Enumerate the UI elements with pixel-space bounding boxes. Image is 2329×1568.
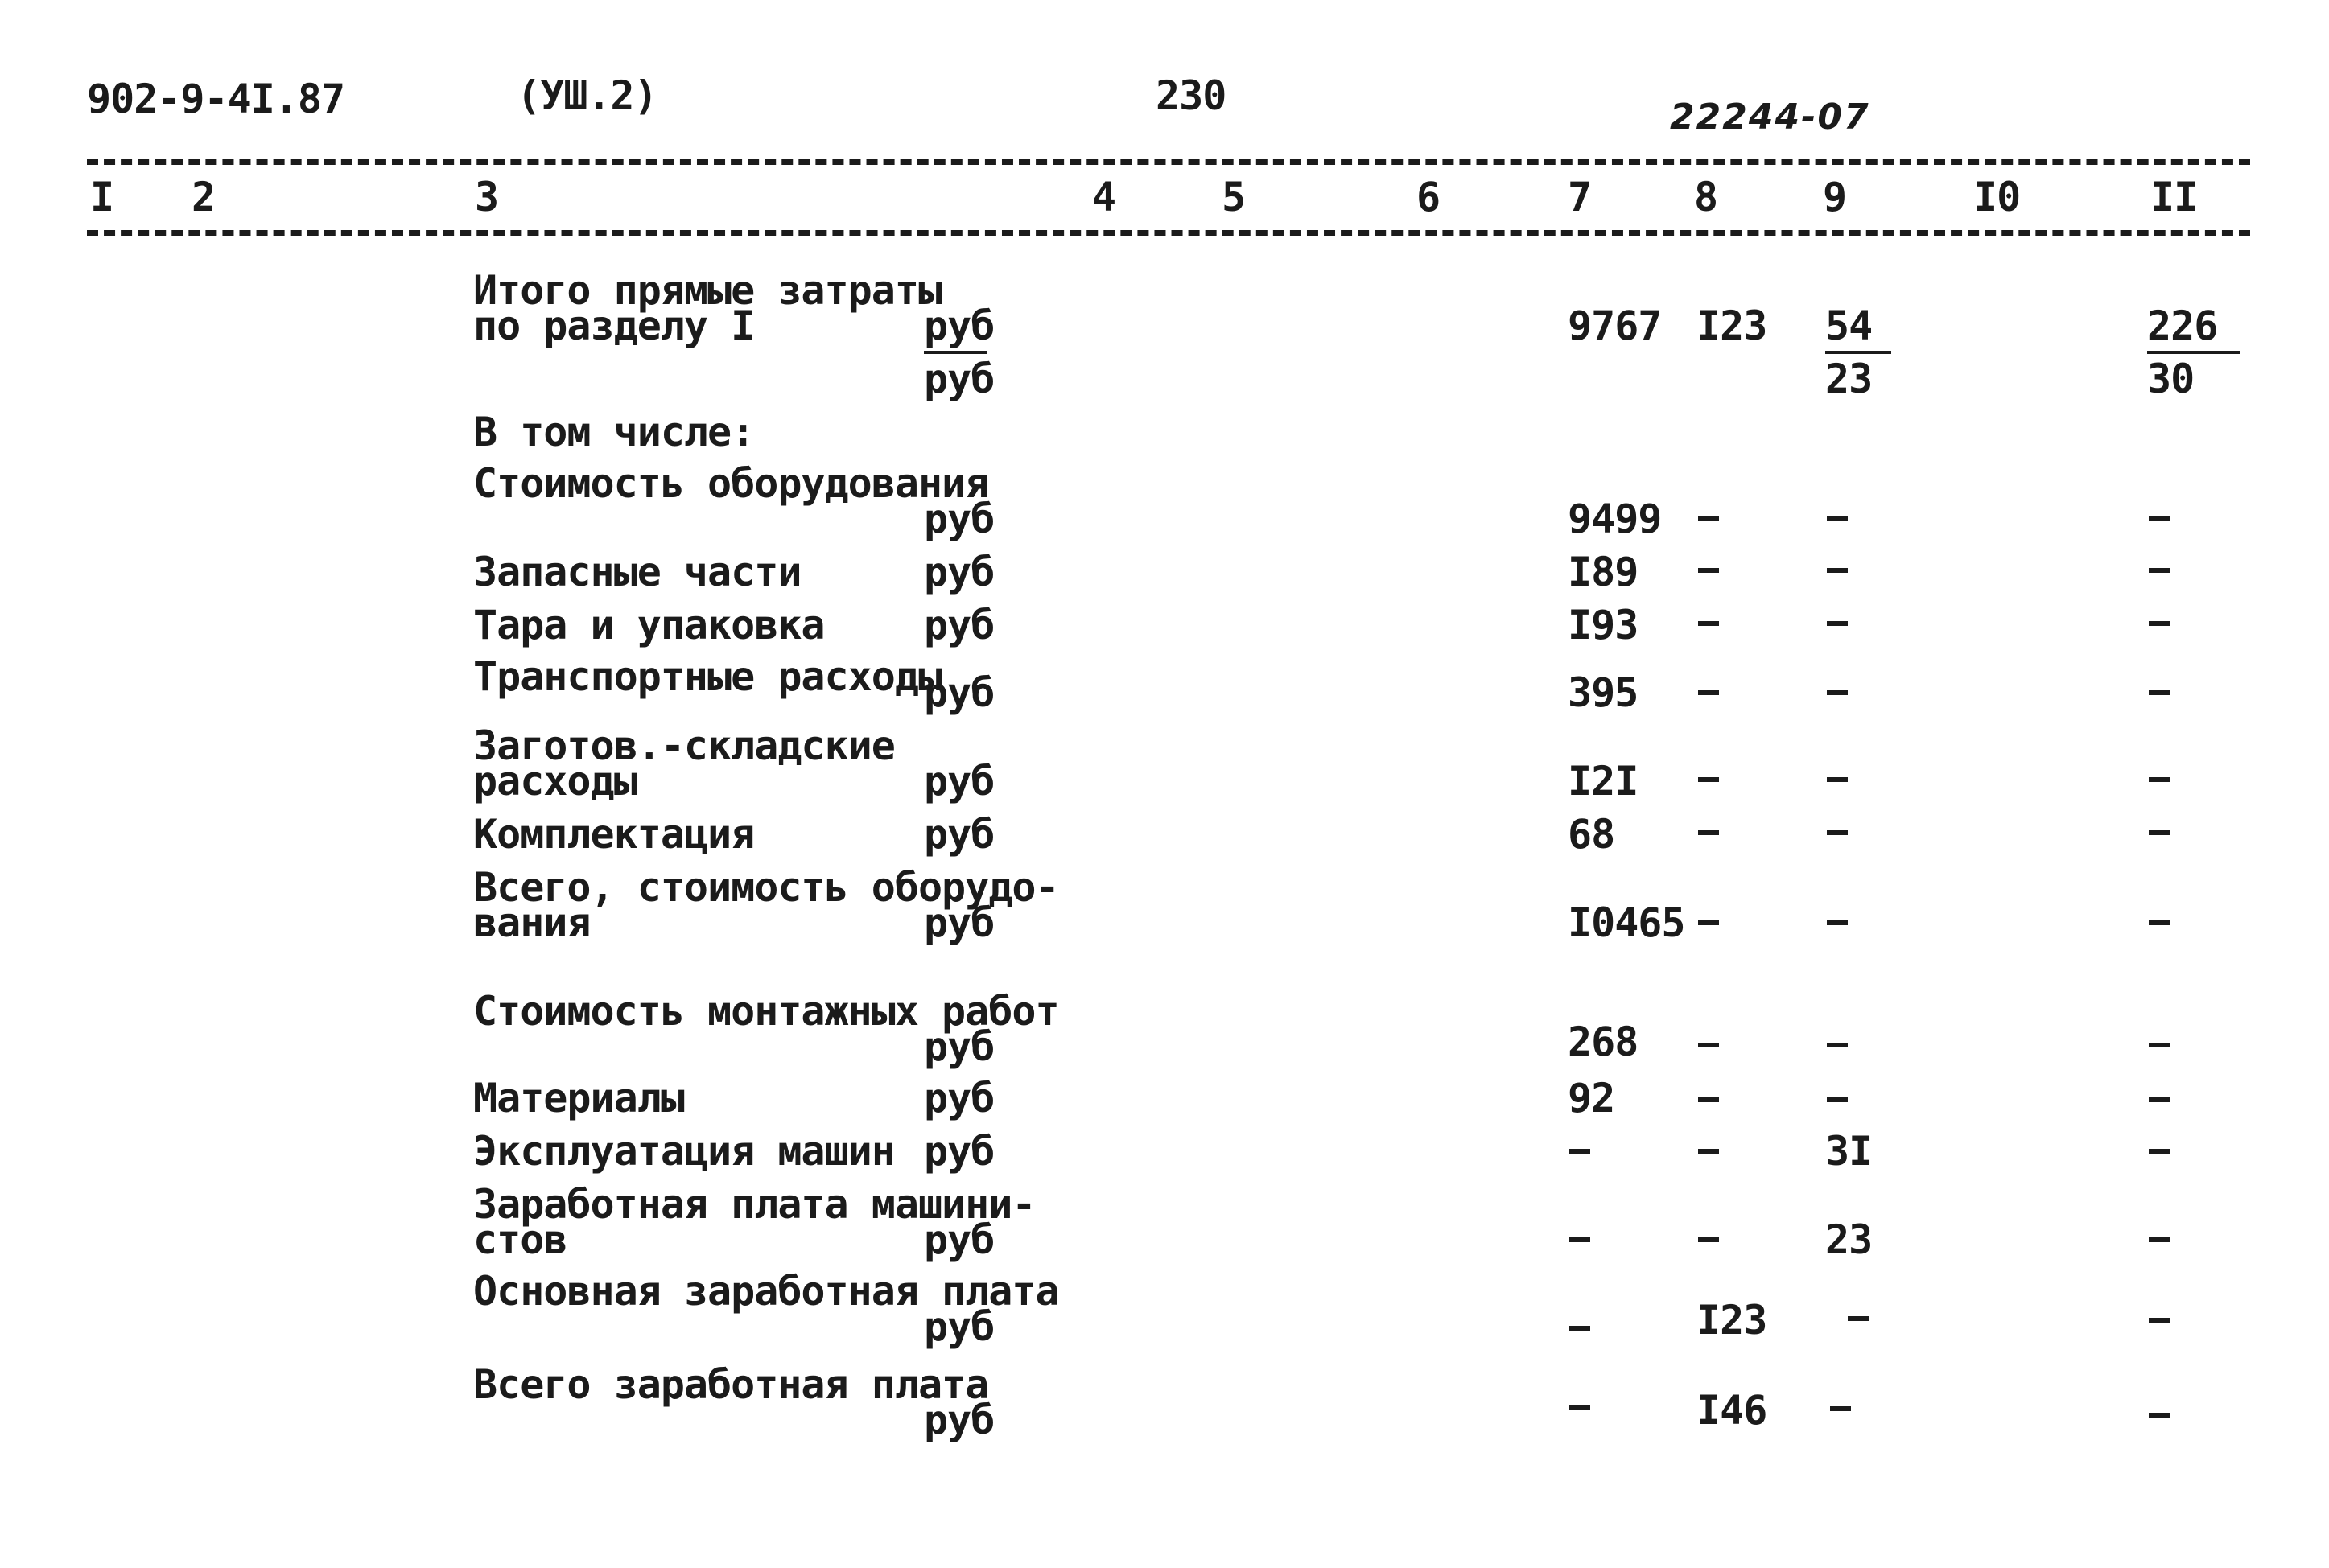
col-header-2: 2 [192,174,216,220]
cell-col8: I23 [1696,302,1767,349]
handwritten-stamp: 22244-07 [1670,97,1870,138]
row-label: Транспортные расходы [473,653,942,700]
cell-col8-dash [1698,516,1719,521]
row-label: Заработная плата машини- [473,1181,1036,1228]
cell-col7: I2I [1568,758,1639,805]
row-unit: руб [924,302,995,349]
doc-code: 902-9-4I.87 [87,76,345,122]
cell-col8: I46 [1696,1387,1767,1434]
row-label: Тара и упаковка [473,602,825,648]
cell-col8-dash [1698,1237,1719,1242]
row-label: Заготов.-складские [473,722,895,769]
cell-col9-dash [1827,621,1848,626]
section-label: (УШ.2) [517,72,657,119]
col-header-9: 9 [1823,174,1847,220]
cell-col7-dash [1569,1149,1590,1154]
row-unit: руб [924,811,995,858]
row-label-cont: расходы [473,758,637,805]
row-label: Всего заработная плата [473,1361,989,1408]
row-unit: руб [924,1075,995,1121]
row-unit: руб [924,899,995,946]
row-label: В том числе: [473,409,755,455]
cell-col7: 9499 [1568,496,1662,542]
row-label: Итого прямые затраты [473,267,942,314]
cell-col7: 268 [1568,1019,1639,1065]
cell-col9-dash [1827,920,1848,925]
cell-col8-dash [1698,1043,1719,1047]
cell-col8-dash [1698,830,1719,835]
cell-col7: I0465 [1568,899,1685,946]
cell-col8-dash [1698,920,1719,925]
table-header-rule [87,230,2250,236]
cell-col9-dash [1848,1316,1869,1321]
cell-col9-dash [1827,1043,1848,1047]
cell-col9-dash [1827,690,1848,695]
cell-col11-dash [2149,1149,2170,1154]
cell-col8-dash [1698,1149,1719,1154]
row-label: Стоимость оборудования [473,460,989,507]
row-label: Эксплуатация машин [473,1128,895,1175]
row-unit: руб [924,1303,995,1350]
cell-col9: 23 [1825,1216,1873,1263]
row-label-cont: по разделу I [473,302,755,349]
cell-col7-dash [1569,1405,1590,1410]
col-header-7: 7 [1568,174,1592,220]
cell-col7: I89 [1568,549,1639,595]
cell-col9-dash [1827,568,1848,573]
cell-col9-numerator: 54 [1825,306,1891,354]
row-label-cont: вания [473,899,591,946]
cell-col8-dash [1698,690,1719,695]
cell-col11-dash [2149,920,2170,925]
cell-col7: 92 [1568,1075,1615,1121]
cell-col8-dash [1698,777,1719,782]
cell-col7: 68 [1568,811,1615,858]
cell-col11-dash [2149,1043,2170,1047]
cell-col7: 395 [1568,669,1639,716]
row-unit: руб [924,1397,995,1443]
cell-col7: 9767 [1568,302,1662,349]
cell-col11-dash [2149,1097,2170,1102]
col-header-8: 8 [1694,174,1718,220]
row-unit: руб [924,669,995,716]
col-header-6: 6 [1416,174,1441,220]
col-header-3: 3 [475,174,499,220]
cell-col11-dash [2149,1318,2170,1323]
col-header-1: I [90,174,114,220]
row-unit: руб [924,602,995,648]
row-unit: руб [924,496,995,542]
row-unit-denominator: руб [924,356,995,402]
cell-col7-dash [1569,1237,1590,1242]
col-header-11: II [2150,174,2198,220]
cell-col11-dash [2149,621,2170,626]
unit-overline [924,351,987,354]
col-header-10: I0 [1973,174,2021,220]
cell-col8-dash [1698,621,1719,626]
cell-col11-dash [2149,830,2170,835]
row-label: Всего, стоимость оборудо- [473,864,1059,911]
cell-col8-dash [1698,568,1719,573]
cell-col8-dash [1698,1097,1719,1102]
cell-col9-denominator: 23 [1825,356,1873,402]
cell-col8: I23 [1696,1297,1767,1344]
cell-col11-dash [2149,1237,2170,1242]
cell-col7: I93 [1568,602,1639,648]
row-label: Комплектация [473,811,755,858]
row-label: Основная заработная плата [473,1268,1059,1315]
col-header-5: 5 [1222,174,1246,220]
cell-col11-denominator: 30 [2147,356,2195,402]
cell-col9-dash [1827,777,1848,782]
table-top-rule [87,159,2250,165]
row-unit: руб [924,1216,995,1263]
cell-col11-numerator: 226 [2147,306,2240,354]
row-label: Материалы [473,1075,684,1121]
row-unit: руб [924,1128,995,1175]
cell-col11-dash [2149,690,2170,695]
cell-col11-dash [2149,1413,2170,1418]
col-header-4: 4 [1092,174,1116,220]
cell-col7-dash [1569,1326,1590,1331]
cell-col11-dash [2149,516,2170,521]
cell-col11-dash [2149,777,2170,782]
page-number: 230 [1156,72,1226,119]
row-label: Стоимость монтажных работ [473,988,1059,1035]
cell-col9: 3I [1825,1128,1873,1175]
row-unit: руб [924,549,995,595]
row-unit: руб [924,758,995,805]
cell-col9-dash [1830,1406,1851,1411]
cell-col9-dash [1827,830,1848,835]
cell-col11-dash [2149,568,2170,573]
row-label-cont: стов [473,1216,567,1263]
row-label: Запасные части [473,549,802,595]
cell-col9-dash [1827,1097,1848,1102]
row-unit: руб [924,1023,995,1070]
cell-col9-dash [1827,516,1848,521]
